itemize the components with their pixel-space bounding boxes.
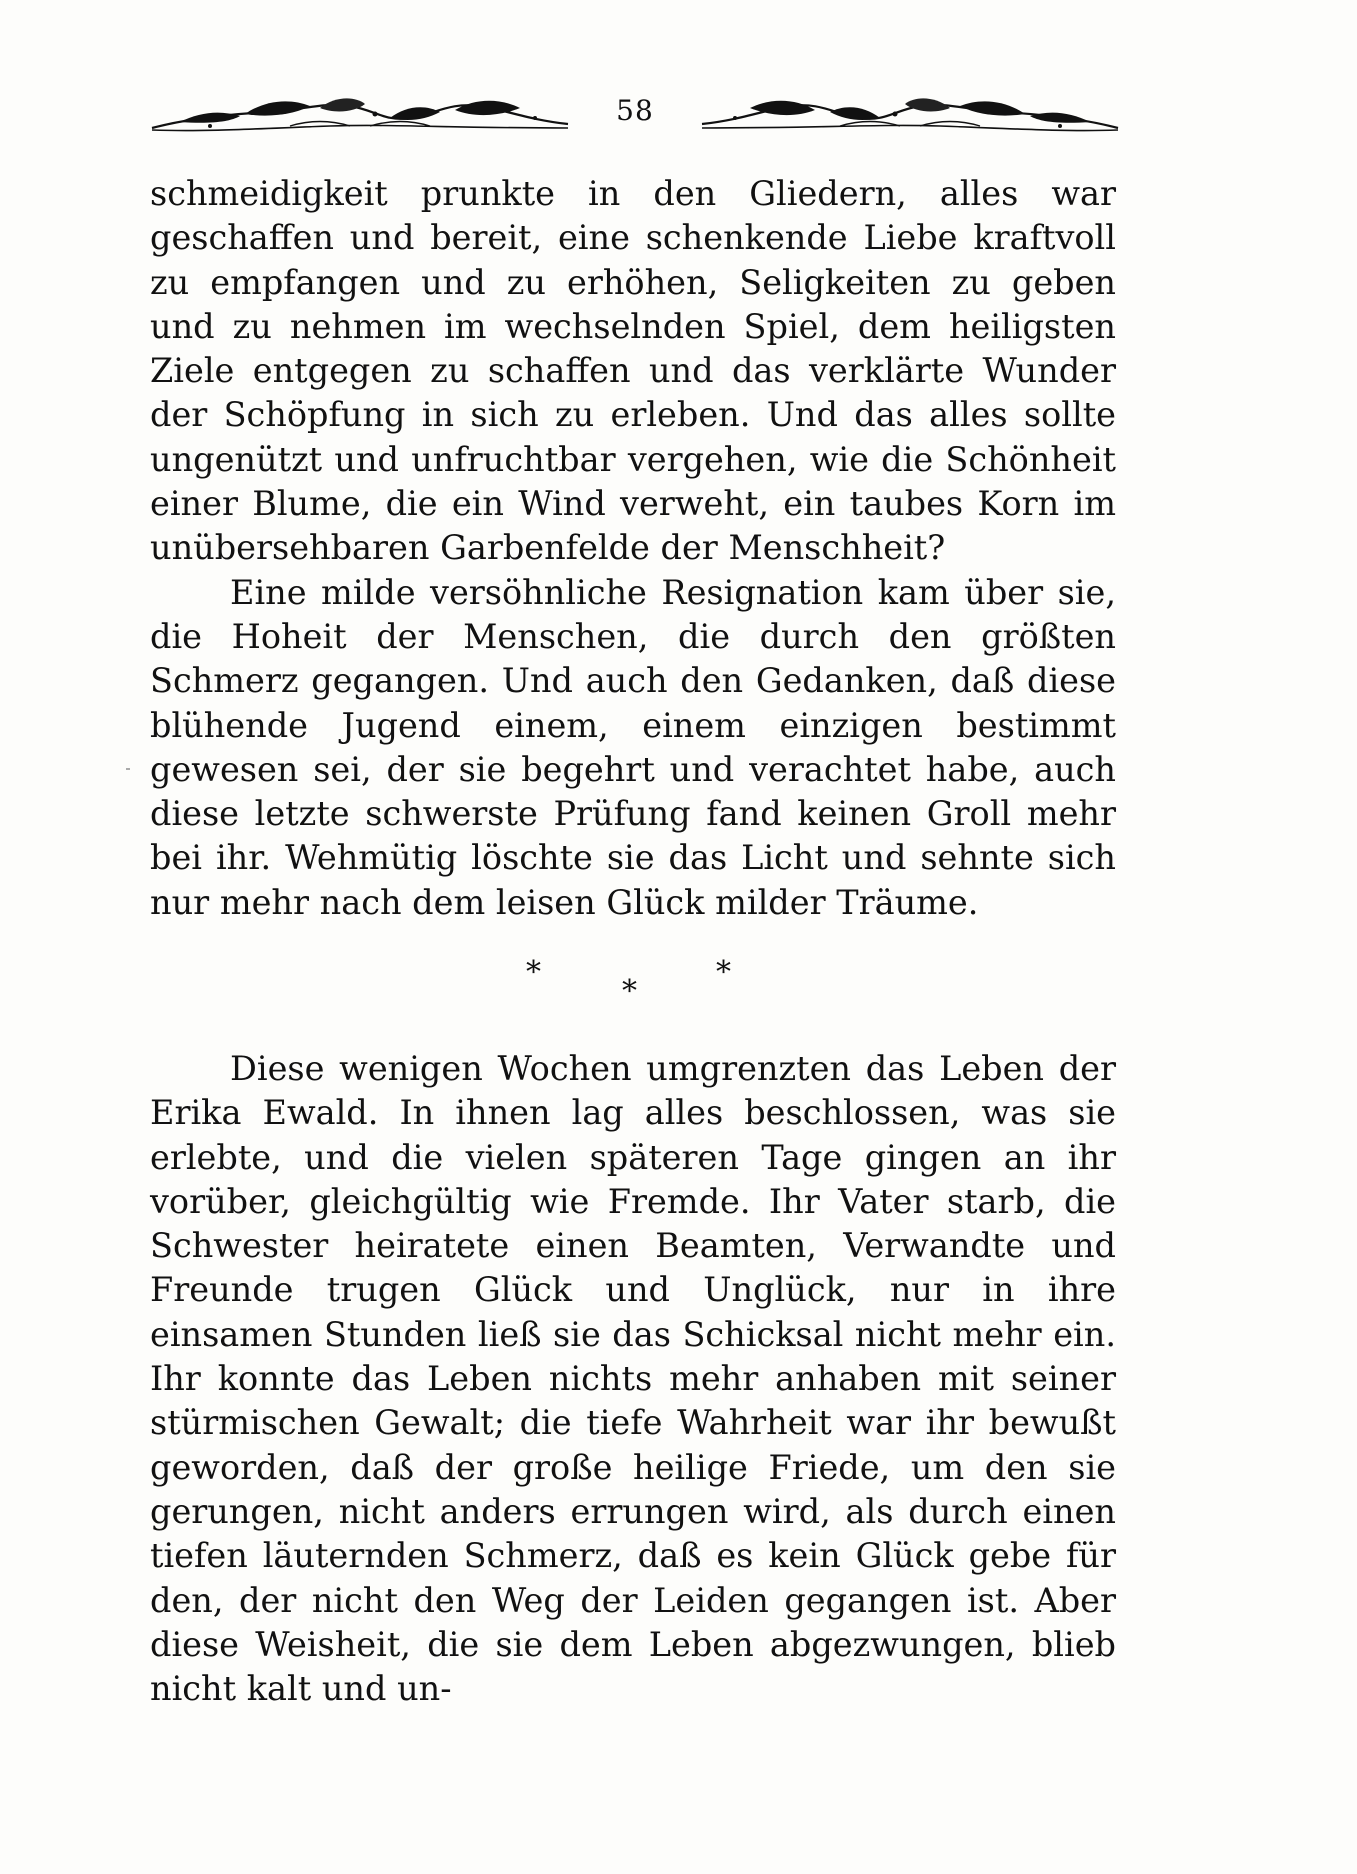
text-after-break [150, 1047, 1116, 1711]
margin-mark [126, 768, 130, 770]
page-header [150, 78, 1120, 138]
floral-vine-ornament-icon [700, 92, 1120, 138]
page-number: 58 [616, 94, 654, 127]
text-before-break [150, 172, 1116, 925]
paragraph: Diese wenigen Wochen umgrenzten das Leben der Erika Ewald. In ihnen lag alles beschlossen, was sie erlebte, und die vielen späteren Tage gingen an ihr vorüber, gleichgültig wie Fremde. Ihr Vater starb, die Schwester heiratete einen Beamten, Verwandte und Freunde trugen Glück und Unglück, nur in ihre einsamen Stunden ließ sie das Schicksal nicht mehr ein. Ihr konnte das Leben nichts mehr anhaben mit seiner stürmischen Gewalt; die tiefe Wahrheit war ihr bewußt geworden, daß der große heilige Friede, um den sie gerungen, nicht anders errungen wird, als durch einen tiefen läuternden Schmerz, daß es kein Glück gebe für den, der nicht den Weg der Leiden gegangen ist. Aber diese Weisheit, die sie dem Leben abgezwungen, blieb nicht kalt und un- [150, 1049, 1116, 1709]
section-break-star: * [622, 974, 637, 1009]
paragraph: Eine milde versöhnliche Resignation kam über sie, die Hoheit der Menschen, die durch den größten Schmerz gegangen. Und auch den Gedanken, daß diese blühende Jugend einem, einem einzigen bestimmt gewesen sei, der sie begehrt und verachtet habe, auch diese letzte schwerste Prüfung fand keinen Groll mehr bei ihr. Wehmütig löschte sie das Licht und sehnte sich nur mehr nach dem leisen Glück milder Träume. [150, 572, 1116, 922]
section-break-star: * [716, 955, 731, 990]
paragraph: schmeidigkeit prunkte in den Gliedern, alles war geschaffen und bereit, eine schenkende Liebe kraftvoll zu empfangen und zu erhöhen, Seligkeiten zu geben und zu nehmen im wechselnden Spiel, dem heiligsten Ziele entgegen zu schaffen und das verklärte Wunder der Schöpfung in sich zu erleben. Und das alles sollte ungenützt und unfruchtbar vergehen, wie die Schönheit einer Blume, die ein Wind verweht, ein taubes Korn im unübersehbaren Garbenfelde der Menschheit? [150, 174, 1116, 568]
section-break-star: * [526, 955, 541, 990]
floral-vine-ornament-icon [150, 92, 570, 138]
